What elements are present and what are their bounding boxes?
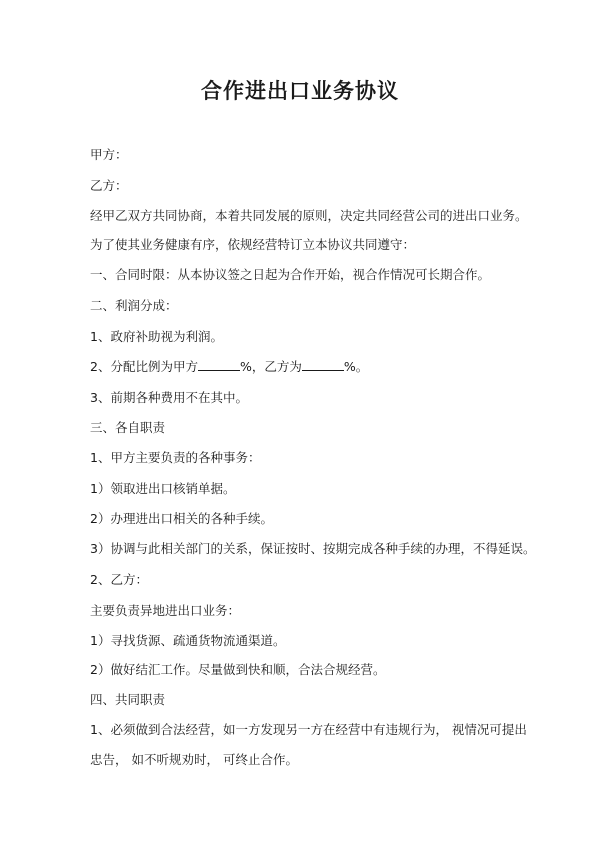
intro-paragraph-2: 为了使其业务健康有序，依规经营特订立本协议共同遵守： <box>90 237 416 252</box>
section-3-party-a-task-2: 2）办理进出口相关的各种手续。 <box>90 511 273 526</box>
section-2-item-1: 1、政府补助视为利润。 <box>90 329 223 344</box>
ratio-prefix: 2、分配比例为甲方 <box>90 359 198 374</box>
party-a-ratio-blank[interactable] <box>198 358 240 371</box>
section-3-party-b-desc: 主要负责异地进出口业务： <box>90 603 241 618</box>
section-3-party-b-task-2: 2）做好结汇工作。尽量做到快和顺，合法合规经营。 <box>90 662 386 677</box>
section-3-party-b: 2、乙方： <box>90 572 148 587</box>
section-2-heading: 二、利润分成： <box>90 298 178 313</box>
section-4-heading: 四、共同职责 <box>90 692 166 707</box>
section-3-party-a: 1、甲方主要负责的各种事务： <box>90 450 261 465</box>
ratio-suffix: %。 <box>343 359 369 374</box>
party-b-ratio-blank[interactable] <box>302 358 344 371</box>
section-3-party-b-task-1: 1）寻找货源、疏通货物流通渠道。 <box>90 633 286 648</box>
section-4-item-1-line-1: 1、必须做到合法经营，如一方发现另一方在经营中有违规行为， 视情况可提出 <box>90 722 527 737</box>
section-4-item-1-line-2: 忠告， 如不听规劝时， 可终止合作。 <box>90 752 298 767</box>
intro-paragraph-1: 经甲乙双方共同协商，本着共同发展的原则，决定共同经营公司的进出口业务。 <box>90 208 528 223</box>
section-2-item-3: 3、前期各种费用不在其中。 <box>90 390 248 405</box>
document-title: 合作进出口业务协议 <box>201 79 399 103</box>
section-2-item-2 <box>90 358 368 376</box>
section-3-party-a-task-3: 3）协调与此相关部门的关系，保证按时、按期完成各种手续的办理，不得延误。 <box>90 541 536 556</box>
party-b-label: 乙方： <box>90 178 128 193</box>
party-a-label: 甲方： <box>90 147 128 162</box>
ratio-middle: %，乙方为 <box>239 359 302 374</box>
section-1-term: 一、合同时限：从本协议签之日起为合作开始，视合作情况可长期合作。 <box>90 267 491 282</box>
section-3-heading: 三、各自职责 <box>90 420 166 435</box>
section-3-party-a-task-1: 1）领取进出口核销单据。 <box>90 481 236 496</box>
